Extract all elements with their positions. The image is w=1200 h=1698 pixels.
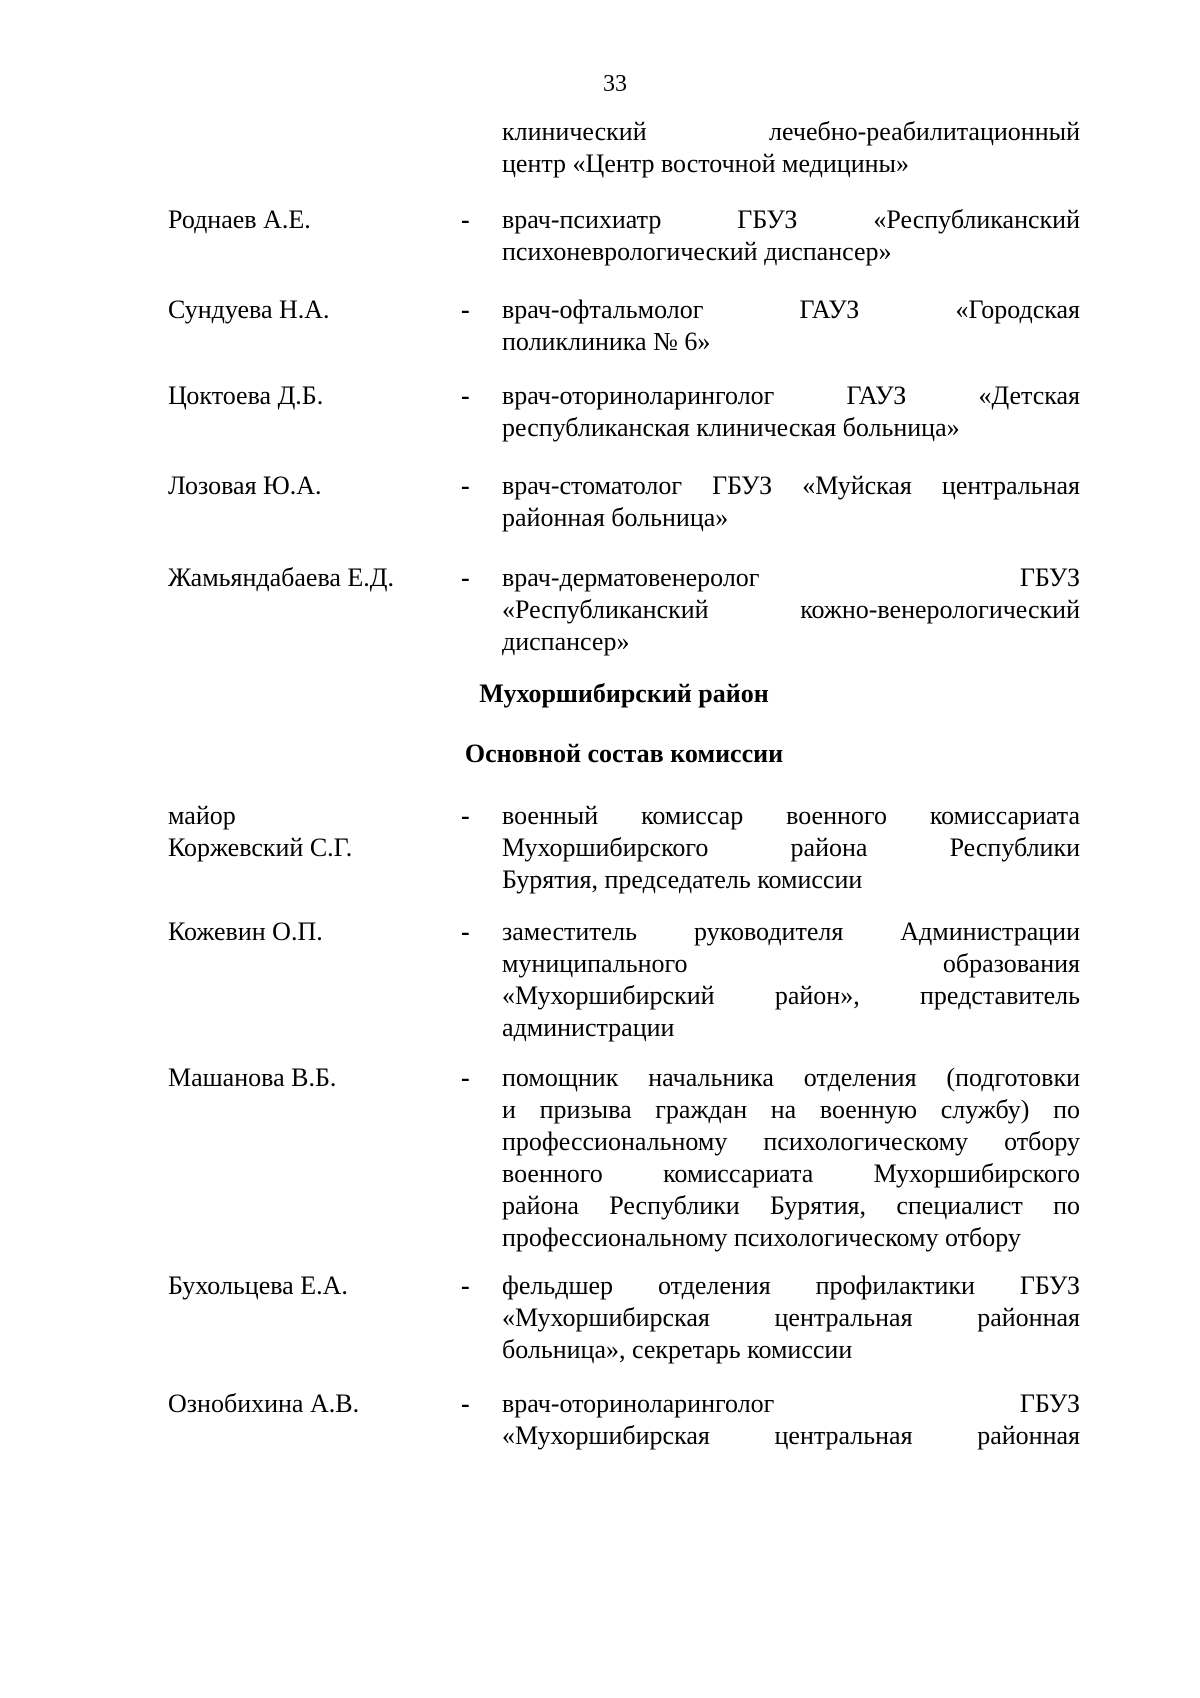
member-name bbox=[168, 800, 448, 864]
member-position bbox=[502, 800, 1080, 896]
position-line: врач-оториноларинголог ГАУЗ «Детская bbox=[502, 381, 1080, 410]
member-name: Сундуева Н.А. bbox=[168, 295, 330, 324]
dash-separator: - bbox=[461, 205, 470, 234]
continuation-line: клинический лечебно-реабилитационный bbox=[502, 117, 1080, 146]
position-line: «Мухоршибирская центральная районная bbox=[502, 1303, 1080, 1332]
dash-separator: - bbox=[461, 801, 470, 830]
district-heading: Мухоршибирский район bbox=[479, 679, 769, 708]
member-name: Бухольцева Е.А. bbox=[168, 1271, 348, 1300]
dash-separator: - bbox=[461, 917, 470, 946]
dash-separator: - bbox=[461, 471, 470, 500]
position-line: помощник начальника отделения (подготовки bbox=[502, 1063, 1080, 1092]
member-position bbox=[502, 204, 1080, 268]
position-line: профессиональному психологическому отбору bbox=[502, 1223, 1021, 1252]
member-position bbox=[502, 470, 1080, 534]
position-line: администрации bbox=[502, 1013, 675, 1042]
position-line: района Республики Бурятия, специалист по bbox=[502, 1191, 1080, 1220]
dash-separator: - bbox=[461, 563, 470, 592]
member-name: Лозовая Ю.А. bbox=[168, 471, 322, 500]
dash-separator: - bbox=[461, 1271, 470, 1300]
continuation-text bbox=[502, 116, 1080, 180]
dash-separator: - bbox=[461, 295, 470, 324]
position-line: военный комиссар военного комиссариата bbox=[502, 801, 1080, 830]
position-line: психоневрологический диспансер» bbox=[502, 237, 892, 266]
member-name: Ознобихина А.В. bbox=[168, 1389, 360, 1418]
position-line: и призыва граждан на военную службу) по bbox=[502, 1095, 1080, 1124]
position-line: районная больница» bbox=[502, 503, 729, 532]
member-position bbox=[502, 1062, 1080, 1254]
position-line: муниципального образования bbox=[502, 949, 1080, 978]
member-rank: майор bbox=[168, 801, 236, 830]
position-line: «Республиканский кожно-венерологический bbox=[502, 595, 1080, 624]
member-position bbox=[502, 294, 1080, 358]
position-line: «Мухоршибирский район», представитель bbox=[502, 981, 1080, 1010]
composition-heading: Основной состав комиссии bbox=[464, 739, 784, 768]
member-name: Роднаев А.Е. bbox=[168, 205, 311, 234]
position-line: поликлиника № 6» bbox=[502, 327, 711, 356]
position-line: фельдшер отделения профилактики ГБУЗ bbox=[502, 1271, 1080, 1300]
position-line: профессиональному психологическому отбору bbox=[502, 1127, 1080, 1156]
dash-separator: - bbox=[461, 381, 470, 410]
member-name: Цоктоева Д.Б. bbox=[168, 381, 324, 410]
position-line: республиканская клиническая больница» bbox=[502, 413, 960, 442]
position-line: Бурятия, председатель комиссии bbox=[502, 865, 863, 894]
member-position bbox=[502, 1388, 1080, 1452]
position-line: заместитель руководителя Администрации bbox=[502, 917, 1080, 946]
member-position bbox=[502, 562, 1080, 658]
position-line: Мухоршибирского района Республики bbox=[502, 833, 1080, 862]
position-line: врач-психиатр ГБУЗ «Республиканский bbox=[502, 205, 1080, 234]
position-line: военного комиссариата Мухоршибирского bbox=[502, 1159, 1080, 1188]
dash-separator: - bbox=[461, 1063, 470, 1092]
member-name: Кожевин О.П. bbox=[168, 917, 323, 946]
position-line: врач-офтальмолог ГАУЗ «Городская bbox=[502, 295, 1080, 324]
position-line: врач-стоматолог ГБУЗ «Муйская центральная bbox=[502, 471, 1080, 500]
dash-separator: - bbox=[461, 1389, 470, 1418]
member-position bbox=[502, 916, 1080, 1044]
member-name: Жамьяндабаева Е.Д. bbox=[168, 563, 395, 592]
member-position bbox=[502, 380, 1080, 444]
page-number: 33 bbox=[603, 71, 627, 97]
position-line: диспансер» bbox=[502, 627, 630, 656]
member-name: Машанова В.Б. bbox=[168, 1063, 337, 1092]
position-line: больница», секретарь комиссии bbox=[502, 1335, 853, 1364]
position-line: врач-оториноларинголог ГБУЗ bbox=[502, 1389, 1080, 1418]
position-line: «Мухоршибирская центральная районная bbox=[502, 1421, 1080, 1450]
position-line: врач-дерматовенеролог ГБУЗ bbox=[502, 563, 1080, 592]
member-position bbox=[502, 1270, 1080, 1366]
member-surname: Коржевский С.Г. bbox=[168, 833, 353, 862]
continuation-line: центр «Центр восточной медицины» bbox=[502, 149, 909, 178]
